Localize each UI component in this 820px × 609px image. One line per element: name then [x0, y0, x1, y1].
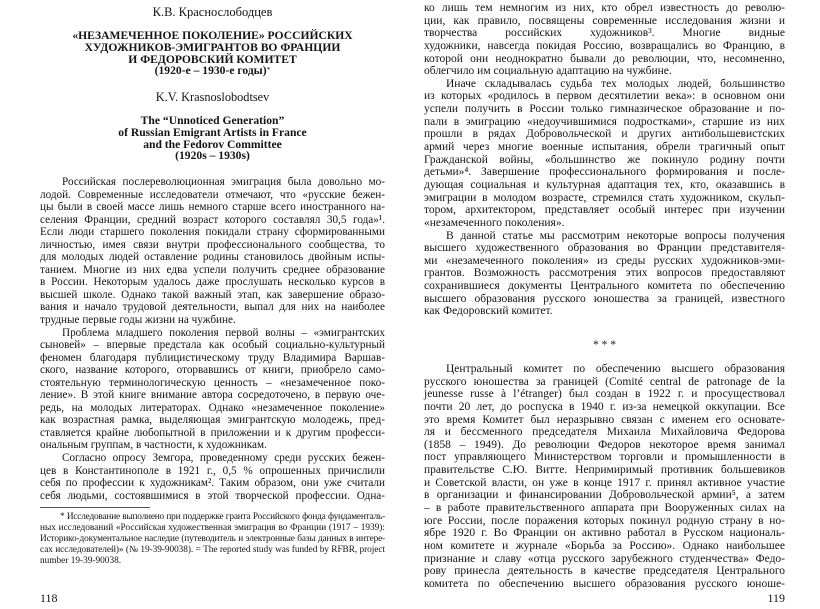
article-title-ru [40, 30, 385, 77]
text-line: Российская послереволюционная эмиграция была довольно мо- [62, 176, 385, 188]
text-line: для молодых людей оставление родины становилось двойным испы- [40, 251, 385, 264]
footnote-line: сах исследователей)» (№ 19-39-90038). = The reported study was funded by RFBR, project [40, 545, 385, 556]
text-line: личностью, имея связи внутри профессионального сообщества, то [40, 238, 385, 251]
text-line: высшего художественного образования во Франции представителя- [424, 242, 785, 255]
text-line: селения Франции, средний возраст которого составлял 30,5 года»¹. [40, 213, 385, 226]
text-line: себя по профессии к художникам². Таким образом, они уже считали [40, 477, 385, 490]
footnote-line: ных исследований «Российская художественная эмиграция во Франции (1917 – 1939): [40, 523, 385, 534]
title-line: of Russian Emigrant Artists in France [118, 125, 307, 139]
text-line: В данной статье мы рассмотрим некоторые вопросы получения [446, 229, 785, 242]
text-line: рову принесла деятельность в качестве председателя Центрального [424, 565, 785, 578]
text-line: ябре 1920 г. Во Франции он активно работал в Русском националь- [424, 527, 785, 540]
text-line: ном комитете и журнале «Борьба за Россию». Однако наибольшее [424, 539, 785, 552]
author-name-en: K.V. Krasnoslobodtsev [155, 90, 270, 104]
title-line: И ФЕДОРОВСКИЙ КОМИТЕТ [128, 52, 297, 66]
paragraph [40, 176, 385, 327]
text-line: творчества российских художников³. Многие видные [424, 27, 785, 40]
article-title-en [40, 115, 385, 162]
footnote-separator [40, 507, 150, 508]
footnote-line: Историко-документальное наследие (путеводитель и электронные базы данных в интере- [40, 534, 385, 545]
section-separator: * * * [593, 339, 616, 351]
paragraph [424, 230, 785, 318]
text-line: Если люди старшего поколения покидали страну сформированными [40, 226, 385, 239]
text-line: из которых «родилось в первом десятилетии века»: в основном они [424, 90, 785, 103]
text-line: ление». В этой книге внимание автора сосредоточено, в первую оче- [40, 389, 385, 402]
text-line: танием. Многие из них едва успели получить среднее образование [40, 263, 385, 276]
text-line: Центральный комитет по обеспечению высшего образования [446, 363, 785, 375]
text-line: (1858 – 1949). До революции Федоров некоторое время занимал [424, 438, 785, 451]
title-line: The “Unnoticed Generation” [140, 114, 285, 127]
paragraph [40, 327, 385, 452]
text-line: успели получить в России только гимназическое образование и по- [424, 103, 785, 116]
text-line: ко лишь тем немногим из них, кто обрел известность до револю- [424, 2, 785, 14]
paragraph [424, 2, 785, 78]
right-page [410, 0, 820, 609]
title-line: and the Fedorov Committee [143, 137, 282, 151]
right-body-text-bottom [424, 363, 785, 591]
text-line: ставляется крайне любопытной в приложении и к другим професси- [40, 426, 385, 439]
text-line: в России. Некоторым удалось даже прослушать несколько курсов в [40, 276, 385, 289]
text-line: себя людьми, состоявшимися в этой творческой профессии. Одна- [40, 489, 385, 502]
text-line: юге России, после поражения которых покинул родную страну в но- [424, 514, 785, 527]
text-line: высшего образования русского юношества за границей, известного [424, 292, 785, 305]
text-line: цев в Константинополе в 1921 г., 0,5 % опрошенных причислили [40, 464, 385, 477]
text-line: феномен благодаря публицистическому труду Владимира Варшав- [40, 351, 385, 364]
text-line: высшей школе. Однако такой важный этап, как завершение образо- [40, 288, 385, 301]
text-line: Гражданской войны, «большинство же покинуло родину почти [424, 153, 785, 166]
text-line: – в работе правительственного аппарата при Вооруженных силах на [424, 502, 785, 515]
left-body-text [40, 176, 385, 502]
text-line: jeunesse russe à l’étranger) был создан в 1922 г. и просуществовал [424, 388, 785, 401]
text-line: стоятельную терминологическую ценность – «незамеченное поко- [40, 376, 385, 389]
text-line: эмиграции в молодом возрасте, стремился стать художником, скульп- [424, 191, 785, 204]
text-line: художники, навсегда покидая Россию, возвращались во Францию, в [424, 39, 785, 52]
text-line: почти 20 лет, до роспуска в 1940 г. из-за немецкой оккупации. Все [424, 400, 785, 413]
text-line: признание и славу «отца русского зарубежного студенчества» Федо- [424, 552, 785, 565]
text-line: дующая социальная и культурная адаптация тех, кто, оказавшись в [424, 178, 785, 191]
title-footnote-marker: * [266, 65, 271, 75]
text-line: трудные первые годы жизни на чужбине. [40, 314, 236, 327]
text-line: пали в эмиграцию «недоучившимися подростками», старшие из них [424, 115, 785, 128]
paragraph [40, 452, 385, 502]
title-dates: (1920-е – 1930-е годы) [154, 64, 267, 78]
text-line: как возрастная рамка, выделяющая эмигрантскую молодежь, пред- [40, 414, 385, 427]
text-line: русского юношества за границей (Comité central de patronage de la [424, 375, 785, 388]
title-line: (1920s – 1930s) [175, 149, 250, 163]
text-line: сыновей» – впервые предстала как особый социально-культурный [40, 339, 385, 352]
text-line: Согласно опросу Земгора, проведенному среди русских бежен- [62, 452, 385, 465]
running-head: К.В. Краснослободцев [152, 5, 273, 19]
text-line: которой они неоднократно бывали до революции, что, несомненно, [424, 52, 785, 65]
text-line: детьми»⁴. Завершение профессионального формирования и после- [424, 166, 785, 179]
footnote-line: * Исследование выполнено при поддержке гранта Российского фонда фундаменталь- [60, 512, 385, 522]
text-line: Иначе складывалась судьба тех молодых людей, большинство [446, 77, 785, 90]
text-line: ональным группам, в частности, к художникам. [40, 439, 267, 452]
text-line: вания и начало трудовой деятельности, выпал для них на наиболее [40, 301, 385, 314]
text-line: редь, на молодых литераторах. Однако «незамеченное поколение» [40, 401, 385, 414]
text-line: грантов. Возможность рассмотрения этих вопросов предоставляют [424, 267, 785, 280]
paragraph [424, 363, 785, 591]
text-line: ля и бессменного председателя Михаила Михайловича Федорова [424, 426, 785, 439]
text-line: комитета по обеспечению высшего образования русского юноше- [424, 577, 785, 590]
title-line-dates [40, 65, 385, 77]
text-line: ции, как правило, посвящены современные исследования жизни и [424, 14, 785, 27]
text-line: тором, архитектором, представляет особый интерес при изучении [424, 204, 785, 217]
text-line: и Советской власти, он уже в конце 1917 г. принял активное участие [424, 476, 785, 489]
right-body-text-top [424, 2, 785, 318]
paragraph [424, 78, 785, 230]
text-line: цы были в своей массе лишь немного старше всего иностранного на- [40, 201, 385, 214]
text-line: лодой. Современные исследователи отмечают, что «русские бежен- [40, 188, 385, 201]
text-line: в организации и финансировании Добровольческой армии⁵, а затем [424, 489, 785, 502]
text-line: Проблема младшего поколения первой волны – «эмигрантских [62, 326, 385, 339]
text-line: пост управляющего Министерством торговли и промышленности в [424, 451, 785, 464]
text-line: облегчило им социальную адаптацию на чужбине. [424, 65, 672, 78]
title-line: ХУДОЖНИКОВ-ЭМИГРАНТОВ ВО ФРАНЦИИ [84, 40, 341, 54]
page-number: 119 [767, 591, 785, 605]
text-line: прошли в рядах Добровольческой и других антибольшевистских [424, 128, 785, 141]
title-line: «НЕЗАМЕЧЕННОЕ ПОКОЛЕНИЕ» РОССИЙСКИХ [72, 29, 353, 42]
text-line: сохранившиеся документы Центрального комитета по обеспечению [424, 280, 785, 293]
text-line: ми «незамеченного поколения» из среды русских художников-эми- [424, 254, 785, 267]
text-line: «незамеченного поколения». [424, 216, 565, 229]
page-number: 118 [40, 591, 58, 605]
text-line: как Федоровский комитет. [424, 305, 553, 318]
text-line: ского, название которого, оторвавшись от книги, приобрело само- [40, 364, 385, 377]
text-line: это время Комитет был неразрывно связан с именем его основате- [424, 413, 785, 426]
footnote [40, 512, 385, 567]
text-line: армий через многие военные испытания, обрели трагичный опыт [424, 141, 785, 154]
text-line: правительстве С.Ю. Витте. Непримиримый противник большевиков [424, 464, 785, 477]
footnote-line: number 19-39-90038. [40, 556, 122, 567]
